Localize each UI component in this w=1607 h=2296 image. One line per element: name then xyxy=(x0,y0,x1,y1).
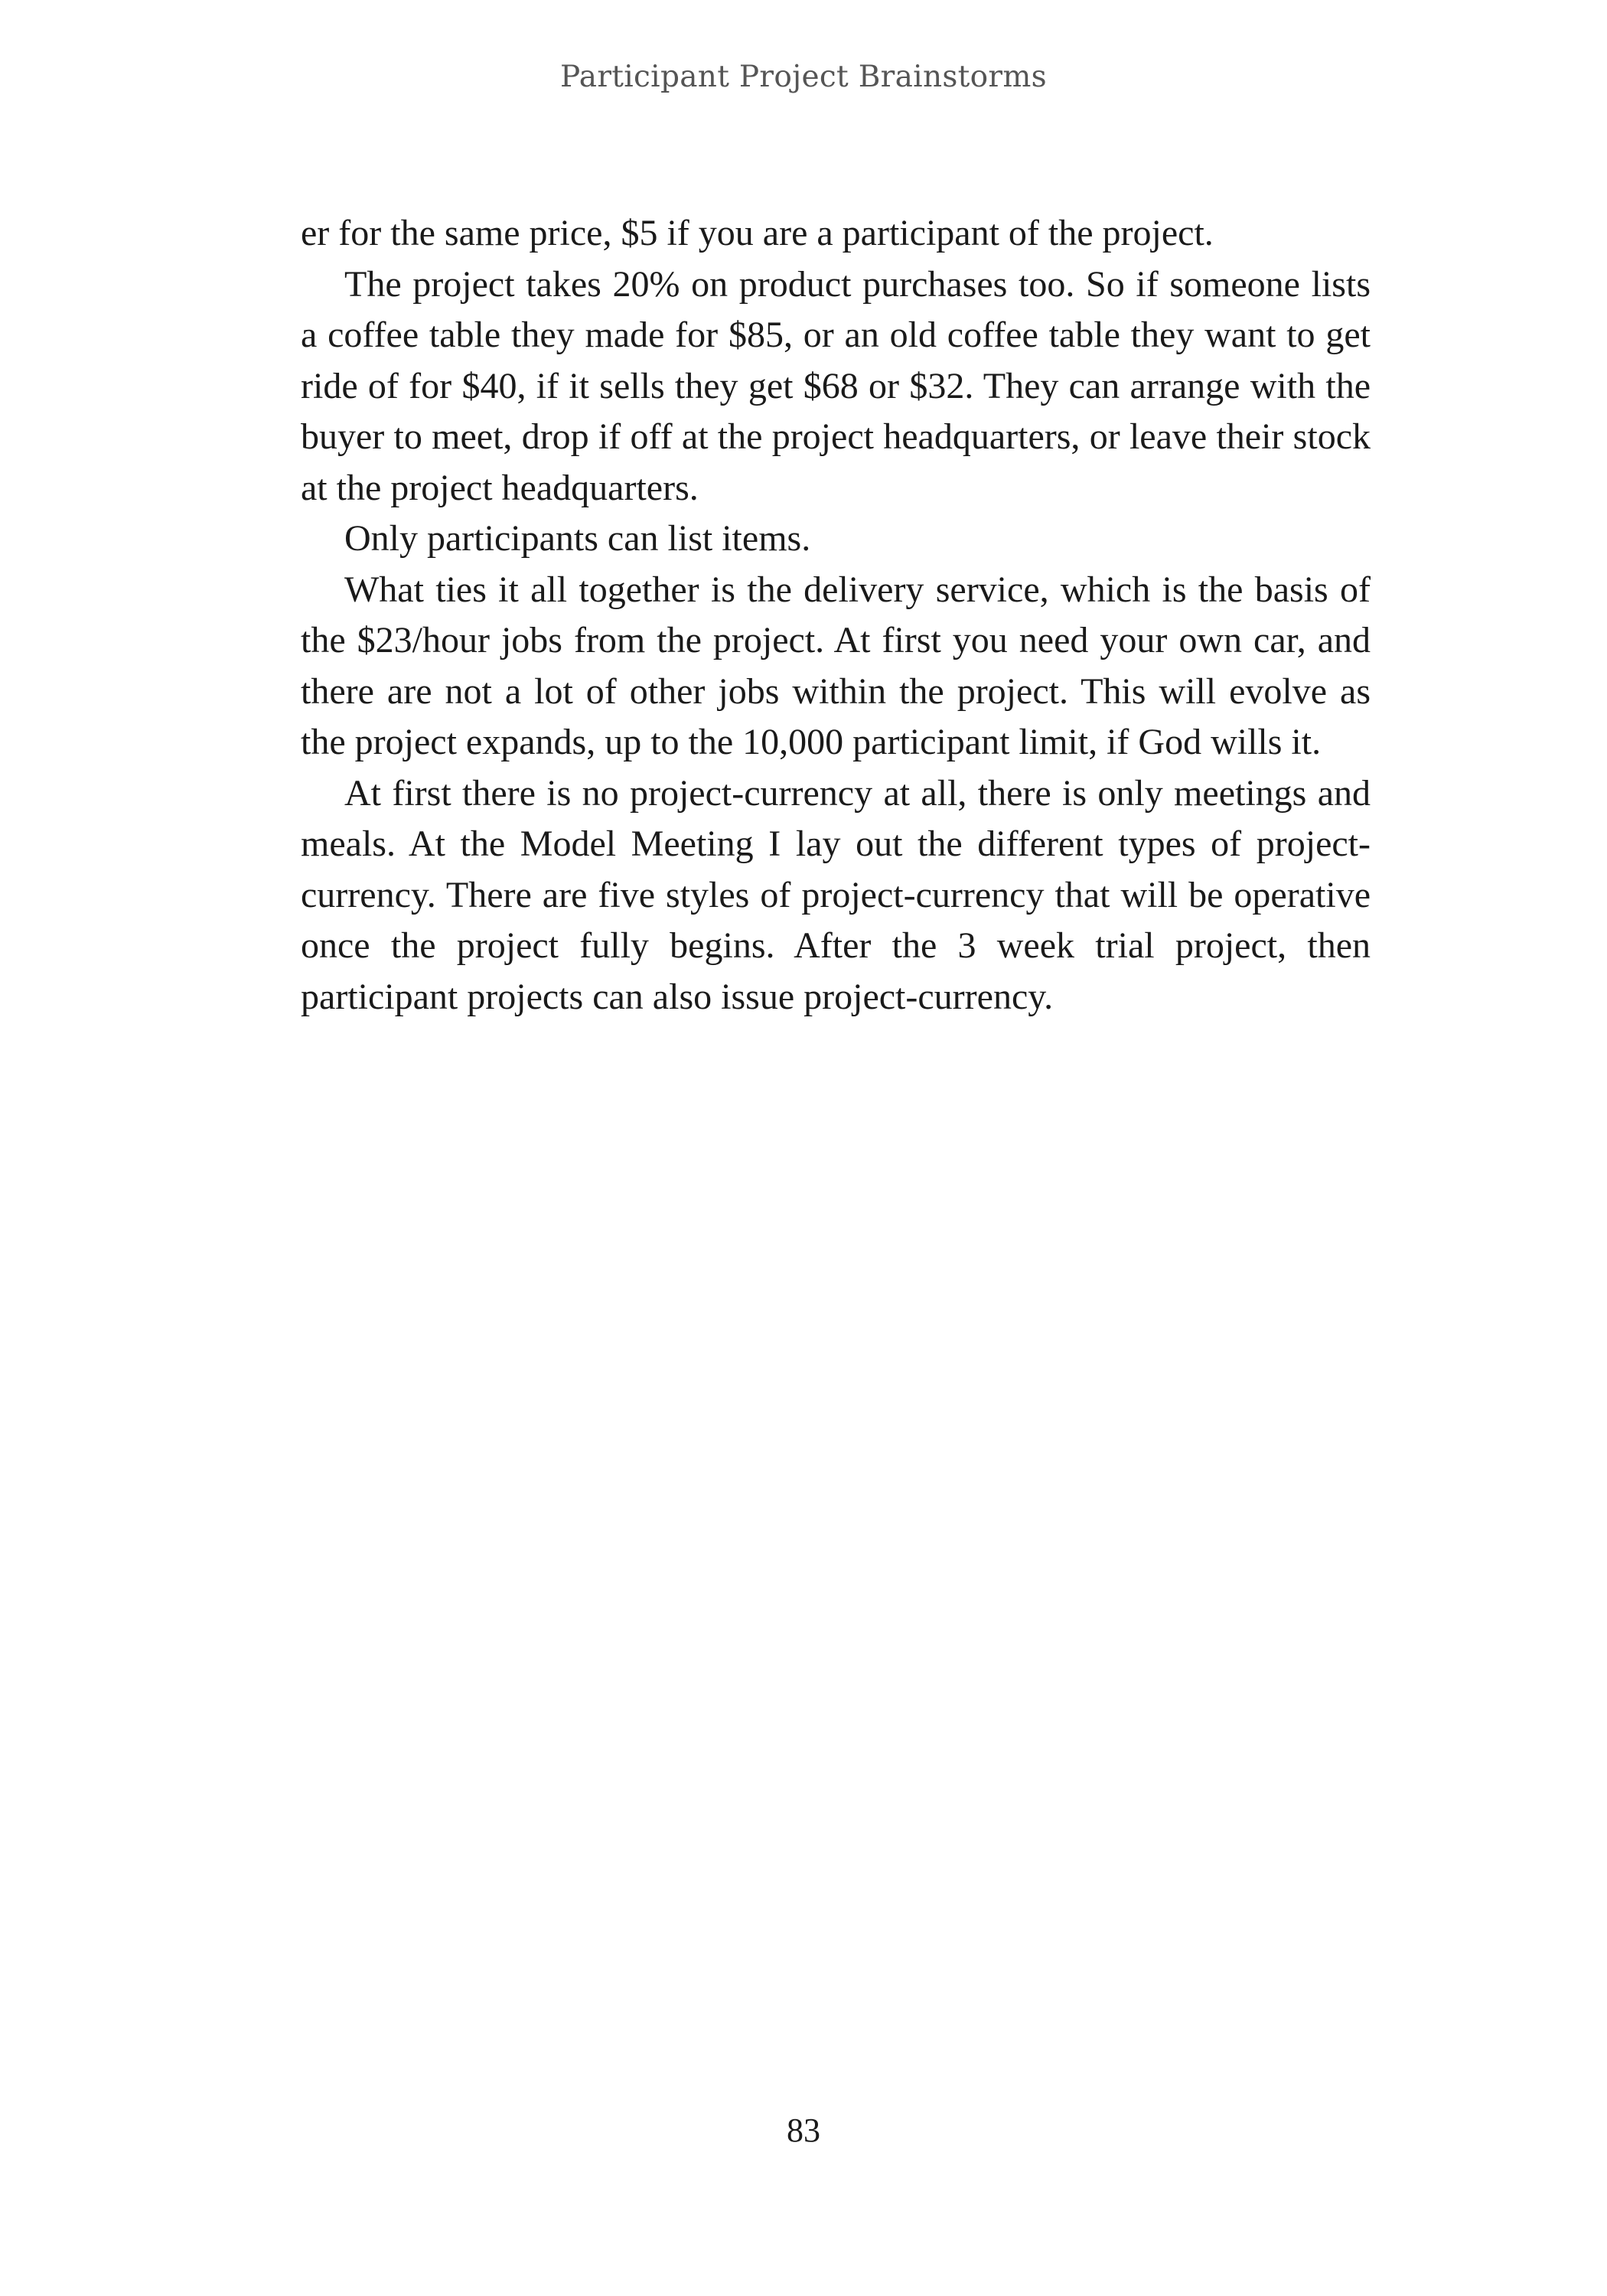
paragraph-project-currency: At first there is no project-currency at all, there is only meetings and meals. At the Model Meeting I lay out the different types of project-currency. There are five styles of project-currency that will be operative once the project fully begins. After the 3 week trial project, then participant projects can also issue project-currency. xyxy=(301,772,1371,1017)
paragraph-listing-rule: Only participants can list items. xyxy=(344,518,811,559)
paragraph-product-purchases: The project takes 20% on product purchases too. So if someone lists a coffee table they made for $85, or an old coffee table they want to get ride of for $40, if it sells they get $68 or $32. They can arrange with the buyer to meet, drop if off at the project headquarters, or leave their stock at the project headquarters. xyxy=(301,263,1371,508)
running-header: Participant Project Brainstorms xyxy=(560,60,1047,94)
page-number: 83 xyxy=(787,2112,820,2149)
body-text xyxy=(301,208,1371,1022)
paragraph-delivery-service: What ties it all together is the delivery service, which is the basis of the $23/hour jobs from the project. At first you need your own car, and there are not a lot of other jobs within the project. This will evolve as the project expands, up to the 10,000 participant limit, if God wills it. xyxy=(301,569,1371,762)
paragraph-continuation: er for the same price, $5 if you are a participant of the project. xyxy=(301,213,1214,253)
